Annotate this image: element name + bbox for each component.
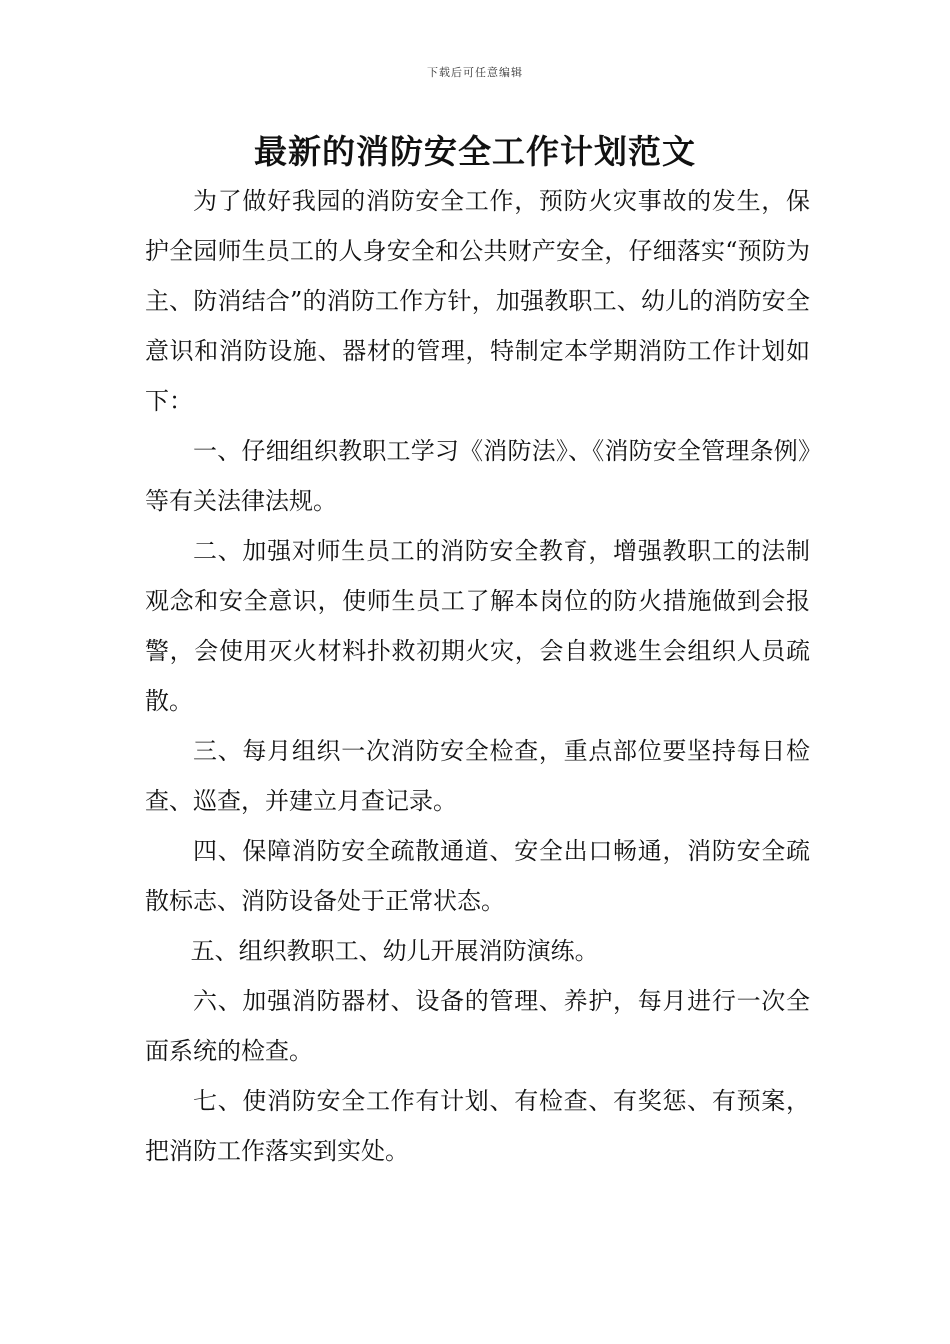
header-note: 下载后可任意编辑 (427, 66, 523, 79)
plan-item-2: 二、加强对师生员工的消防安全教育，增强教职工的法制观念和安全意识，使师生员工了解本岗位的防火措施做到会报警，会使用灭火材料扑救初期火灾，会自救逃生会组织人员疏散。 (145, 537, 810, 715)
plan-item-4: 四、保障消防安全疏散通道、安全出口畅通，消防安全疏散标志、消防设备处于正常状态。 (145, 837, 810, 915)
document-title: 最新的消防安全工作计划范文 (254, 132, 696, 171)
plan-item-6: 六、加强消防器材、设备的管理、养护，每月进行一次全面系统的检查。 (145, 987, 810, 1065)
plan-item-7: 七、使消防安全工作有计划、有检查、有奖惩、有预案，把消防工作落实到实处。 (145, 1087, 810, 1165)
plan-item-3: 三、每月组织一次消防安全检查，重点部位要坚持每日检查、巡查，并建立月查记录。 (145, 737, 810, 815)
intro-paragraph: 为了做好我园的消防安全工作，预防火灾事故的发生，保护全园师生员工的人身安全和公共财产安全，仔细落实“预防为主、防消结合”的消防工作方针，加强教职工、幼儿的消防安全意识和消防设施、器材的管理，特制定本学期消防工作计划如下： (145, 187, 810, 415)
plan-item-1: 一、仔细组织教职工学习《消防法》、《消防安全管理条例》等有关法律法规。 (145, 437, 810, 515)
document-body (145, 176, 810, 1176)
plan-item-5: 五、组织教职工、幼儿开展消防演练。 (190, 937, 599, 965)
